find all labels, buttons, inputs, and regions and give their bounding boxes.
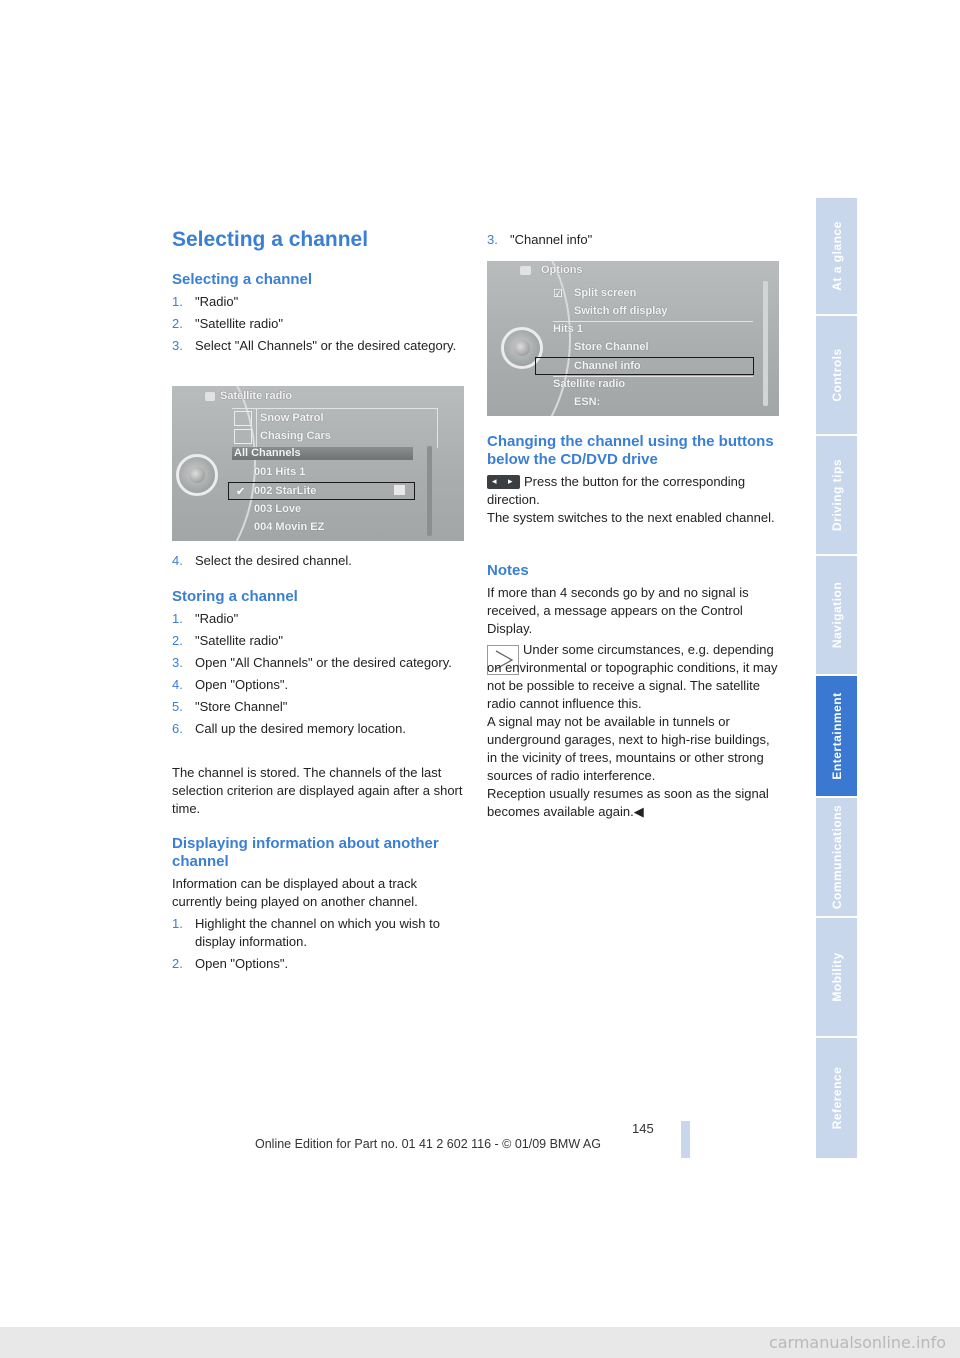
row-option-group: Satellite radio xyxy=(553,378,626,390)
storing-steps xyxy=(172,610,467,742)
row-channel: 001 Hits 1 xyxy=(254,466,306,478)
footer-text: Online Edition for Part no. 01 41 2 602 116 - © 01/09 BMW AG xyxy=(255,1137,601,1151)
list-item: 5. "Store Channel" xyxy=(172,699,288,714)
sidebar-tab-mobility[interactable]: Mobility xyxy=(816,918,857,1038)
buttons-text-2: The system switches to the next enabled channel. xyxy=(487,510,775,525)
right-arrow-icon: ▸ xyxy=(508,476,513,486)
page-number: 145 xyxy=(632,1121,654,1136)
left-arrow-icon: ◂ xyxy=(492,476,497,486)
info-intro-text: Information can be displayed about a track currently being played on another channel. xyxy=(172,876,418,909)
section-heading-buttons: Changing the channel using the buttons below the CD/DVD drive xyxy=(487,433,774,468)
screen-title: Satellite radio xyxy=(220,390,293,402)
watermark-text: carmanualsonline.info xyxy=(768,1333,946,1352)
list-item: 4. Open "Options". xyxy=(172,677,289,692)
options-screen xyxy=(487,261,779,416)
artist-icon xyxy=(234,411,252,426)
options-icon xyxy=(520,266,531,275)
list-item: 4. Select the desired channel. xyxy=(172,553,352,568)
list-item: 3. Open "All Channels" or the desired category. xyxy=(172,655,452,670)
row-option: ESN: xyxy=(574,396,601,408)
selecting-steps xyxy=(172,293,467,359)
screen-title: Options xyxy=(541,264,583,276)
row-option: Switch off display xyxy=(574,305,668,317)
satellite-icon xyxy=(205,392,215,401)
scrollbar xyxy=(427,446,432,536)
sidebar-tab-entertainment[interactable]: Entertainment xyxy=(816,676,857,798)
memory-icon xyxy=(394,485,405,495)
satellite-radio-screen xyxy=(172,386,464,541)
selected-option-box xyxy=(535,357,754,375)
notes-text-3: A signal may not be available in tunnels or underground garages, next to high-rise buildings, in the vicinity of trees, mountains or other strong sources of radio interference. xyxy=(487,714,770,783)
row-artist: Snow Patrol xyxy=(260,412,324,424)
storing-result-text: The channel is stored. The channels of the last selection criterion are displayed again after a short time. xyxy=(172,765,463,816)
track-icon xyxy=(234,429,252,444)
buttons-text-1: Press the button for the corresponding direction. xyxy=(487,474,746,507)
sidebar-tab-at-a-glance[interactable]: At a glance xyxy=(816,198,857,316)
info-steps xyxy=(172,915,467,977)
notes-text-1: If more than 4 seconds go by and no signal is received, a message appears on the Control Display. xyxy=(487,585,749,636)
list-item: 6. Call up the desired memory location. xyxy=(172,721,406,736)
list-item: 1. "Radio" xyxy=(172,294,239,309)
page-marker xyxy=(681,1121,690,1158)
row-option: Split screen xyxy=(574,287,637,299)
sidebar-tab-navigation[interactable]: Navigation xyxy=(816,556,857,676)
sidebar-tab-driving-tips[interactable]: Driving tips xyxy=(816,436,857,556)
row-all-channels: All Channels xyxy=(234,447,301,459)
row-option: Store Channel xyxy=(574,341,649,353)
list-item: 1. "Radio" xyxy=(172,611,239,626)
list-item: 2. "Satellite radio" xyxy=(172,316,283,331)
check-icon: ✔ xyxy=(236,486,246,498)
list-item: 1. Highlight the channel on which you wish to display information. xyxy=(172,916,440,949)
page-title: Selecting a channel xyxy=(172,228,369,251)
watermark-bar xyxy=(0,1327,960,1358)
sidebar-tab-communications[interactable]: Communications xyxy=(816,798,857,918)
info-step3 xyxy=(487,231,782,253)
row-channel: 003 Love xyxy=(254,503,302,515)
list-item: 2. "Satellite radio" xyxy=(172,633,283,648)
notes-text-4: Reception usually resumes as soon as the signal becomes available again.◀ xyxy=(487,786,769,819)
selecting-step4 xyxy=(172,552,467,574)
row-channel-selected: 002 StarLite xyxy=(254,485,317,497)
section-heading-selecting: Selecting a channel xyxy=(172,271,313,288)
list-item: 3. Select "All Channels" or the desired category. xyxy=(172,338,457,353)
row-track: Chasing Cars xyxy=(260,430,331,442)
sidebar-tab-controls[interactable]: Controls xyxy=(816,316,857,436)
knob-center xyxy=(189,467,205,483)
sidebar-tab-reference[interactable]: Reference xyxy=(816,1038,857,1160)
notes-text-2: Under some circumstances, e.g. depending on environmental or topographic conditions, it may not be possible to receive a signal. The satellite radio cannot influence this. xyxy=(487,642,778,711)
split-screen-icon: ☑ xyxy=(553,288,563,300)
list-item: 3. "Channel info" xyxy=(487,232,593,247)
section-heading-notes: Notes xyxy=(487,562,529,579)
row-option-group: Hits 1 xyxy=(553,323,583,335)
section-heading-info: Displaying information about another channel xyxy=(172,835,439,870)
row-option-selected: Channel info xyxy=(574,360,641,372)
list-item: 2. Open "Options". xyxy=(172,956,289,971)
scrollbar xyxy=(763,281,768,406)
section-heading-storing: Storing a channel xyxy=(172,588,298,605)
row-channel: 004 Movin EZ xyxy=(254,521,325,533)
knob-center xyxy=(514,340,530,356)
